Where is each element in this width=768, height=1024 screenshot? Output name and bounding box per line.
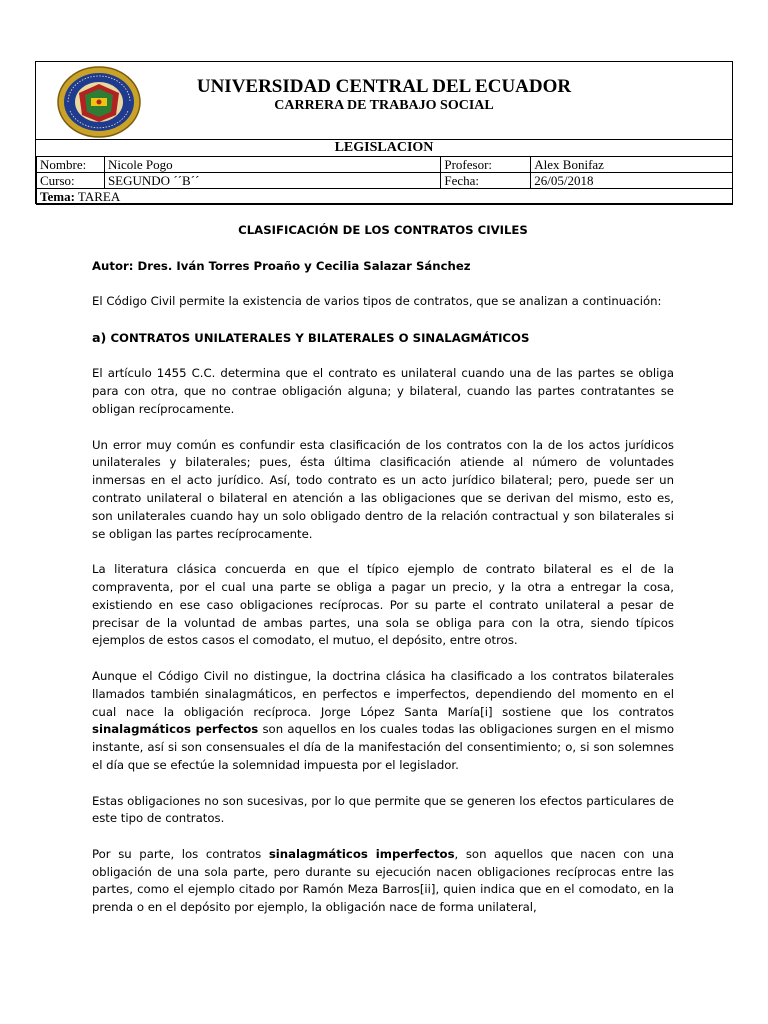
curso-label: Curso: [37,173,105,189]
paragraph-4-end: son aquellos en los cuales todas las obligaciones surgen en el mismo instante, así si son consensuales el día de la manifestación del consentimiento; o, si son solemnes el día que se efectúe la solemnidad impuesta por el legislador. [92,722,675,772]
nombre-label: Nombre: [37,157,105,173]
paragraph-3: La literatura clásica concuerda en que el típico ejemplo de contrato bilateral es el de la compraventa, por el cual una parte se obliga a pagar un precio, y la otra a entregar la cosa, existiendo en ese caso obligaciones recíprocas. Por su parte el contrato unilateral a pesar de precisar de la voluntad de ambas partes, una sola se obliga para con la otra, siendo típicos ejemplos de estos casos el comodato, el mutuo, el depósito, entre otros. [92,562,674,648]
info-row-1 [37,157,733,173]
document-title: CLASIFICACIÓN DE LOS CONTRATOS CIVILES [238,223,528,237]
paragraph-5: Estas obligaciones no son sucesivas, por lo que permite que se generen los efectos particulares de este tipo de contratos. [92,793,674,826]
curso-value: SEGUNDO ´´B´´ [104,173,440,189]
paragraph-1: El artículo 1455 C.C. determina que el contrato es unilateral cuando una de las partes se obliga para con otra, que no contrae obligación alguna; y bilateral, cuando las partes contratantes se obligan recíprocamente. [92,366,674,416]
document-author: Autor: Dres. Iván Torres Proaño y Cecilia Salazar Sánchez [92,258,471,273]
section-a-heading [92,329,674,348]
fecha-label: Fecha: [441,173,531,189]
info-row-2 [37,173,733,189]
paragraph-4-bold: sinalagmáticos perfectos [92,722,259,737]
paragraph-2: Un error muy común es confundir esta clasificación de los contratos con la de los actos jurídicos unilaterales y bilaterales; pues, ésta última clasificación atiende al número de voluntades inmersas en el acto jurídico. Así, todo contrato es un acto jurídico bilateral; pero, puede ser un contrato unilateral o bilateral en atención a las obligaciones que se derivan del mismo, esto es, son unilaterales cuando hay un solo obligado dentro de la relación contractual y son bilaterales si se obligan las partes recíprocamente. [92,437,674,541]
header-box [35,61,733,204]
paragraph-6-start: Por su parte, los contratos [92,846,269,861]
nombre-value: Nicole Pogo [104,157,440,173]
section-a-letter: a) [92,329,107,345]
tema-value: TAREA [74,189,121,204]
fecha-value: 26/05/2018 [531,173,733,189]
student-info-table [36,156,733,205]
tema-label: Tema: [40,189,75,204]
paragraph-6-bold: sinalagmáticos imperfectos [268,846,455,861]
subject-title: LEGISLACION [334,140,434,155]
profesor-value: Alex Bonifaz [531,157,733,173]
info-row-3 [37,189,733,205]
paragraph-4 [92,668,674,775]
university-name: UNIVERSIDAD CENTRAL DEL ECUADOR [196,76,572,97]
paragraph-6-end: , son aquellos que nacen con una obligación de una sola parte, pero durante su ejecución nacen obligaciones recíprocas entre las partes, como el ejemplo citado por Ramón Meza Barros[ii], quien indica que en el comodato, en la prenda o en el depósito por ejemplo, la obligación nace de forma unilateral, [92,846,674,915]
profesor-label: Profesor: [441,157,531,173]
paragraph-4-start: Aunque el Código Civil no distingue, la doctrina clásica ha clasificado a los contratos bilaterales llamados también sinalagmáticos, en perfectos e imperfectos, dependiendo del momento en el cual nace la obligación recíproca. Jorge López Santa María[i] sostiene que los contratos [92,668,674,719]
career-name: CARRERA DE TRABAJO SOCIAL [274,98,494,113]
document-body [92,222,674,935]
section-a-title: CONTRATOS UNILATERALES Y BILATERALES O SINALAGMÁTICOS [106,330,530,345]
intro-paragraph: El Código Civil permite la existencia de varios tipos de contratos, que se analizan a continuación: [92,294,662,309]
tema-cell [37,189,733,205]
paragraph-6 [92,846,674,917]
